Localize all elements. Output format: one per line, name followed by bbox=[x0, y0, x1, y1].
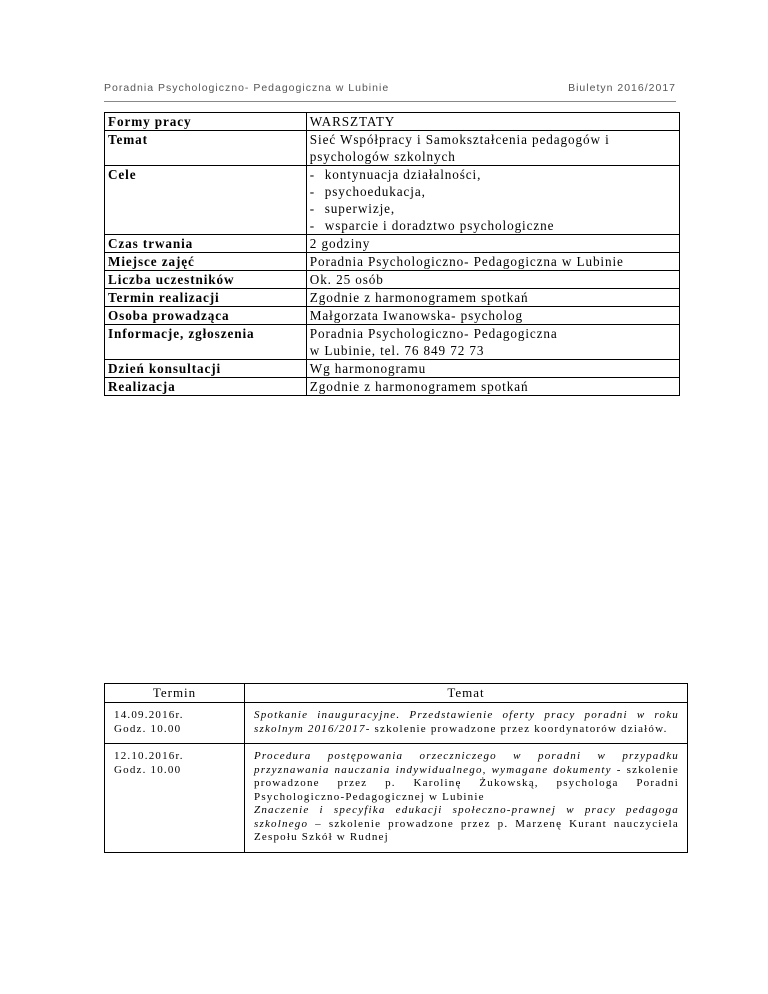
page-header bbox=[104, 82, 676, 98]
label-realizacja: Realizacja bbox=[105, 378, 307, 396]
topic-title: Spotkanie inauguracyjne. Przedstawienie oferty pracy poradni w roku szkolnym 2016/2017 bbox=[254, 709, 679, 735]
table-row bbox=[105, 307, 680, 325]
label-cele: Cele bbox=[105, 166, 307, 235]
table-row bbox=[105, 253, 680, 271]
header-institution: Poradnia Psychologiczno- Pedagogiczna w Lubinie bbox=[104, 82, 390, 94]
topic-description: – szkolenie prowadzone przez p. Marzenę Kurant nauczyciela Zespołu Szkół w Rudnej bbox=[254, 817, 679, 843]
cele-item-text: superwizje, bbox=[324, 201, 396, 216]
list-item: - wsparcie i doradztwo psychologiczne bbox=[309, 218, 555, 233]
cele-item-text: psychoedukacja, bbox=[324, 184, 426, 199]
table-row bbox=[105, 289, 680, 307]
topic-title: Procedura postępowania orzeczniczego w poradni w przypadku przyznawania nauczania indywidualnego, wymagane dokumenty bbox=[254, 750, 679, 776]
header-rule bbox=[104, 101, 676, 102]
value-dzien-konsultacji: Wg harmonogramu bbox=[306, 360, 679, 378]
table-row bbox=[105, 360, 680, 378]
cele-item-text: wsparcie i doradztwo psychologiczne bbox=[324, 218, 555, 233]
session-date-cell bbox=[105, 703, 245, 744]
table-row bbox=[105, 113, 680, 131]
topic-description: - szkolenie prowadzone przez koordynatorów działów. bbox=[365, 722, 668, 735]
label-miejsce-zajec: Miejsce zajęć bbox=[105, 253, 307, 271]
list-item: - psychoedukacja, bbox=[309, 184, 426, 199]
session-date-cell bbox=[105, 744, 245, 853]
label-informacje: Informacje, zgłoszenia bbox=[105, 325, 307, 360]
list-item: - superwizje, bbox=[309, 201, 396, 216]
cele-item-text: kontynuacja działalności, bbox=[324, 167, 482, 182]
label-termin-realizacji: Termin realizacji bbox=[105, 289, 307, 307]
workshop-info-table bbox=[104, 112, 680, 396]
value-czas-trwania: 2 godziny bbox=[306, 235, 679, 253]
list-item: - kontynuacja działalności, bbox=[309, 167, 482, 182]
value-realizacja: Zgodnie z harmonogramem spotkań bbox=[306, 378, 679, 396]
schedule-table bbox=[104, 683, 688, 853]
session-time: Godz. 10.00 bbox=[114, 722, 182, 735]
table-row bbox=[105, 131, 680, 166]
topic-part bbox=[254, 804, 679, 845]
table-row bbox=[105, 325, 680, 360]
session-date: 12.10.2016r. bbox=[114, 750, 184, 762]
value-temat: Sieć Współpracy i Samokształcenia pedagogów i psychologów szkolnych bbox=[306, 131, 679, 166]
session-topic bbox=[245, 744, 688, 853]
value-cele bbox=[306, 166, 679, 235]
table-row bbox=[105, 271, 680, 289]
table-row bbox=[105, 166, 680, 235]
table-row bbox=[105, 703, 688, 744]
column-header-temat: Temat bbox=[245, 684, 688, 703]
info-line: Poradnia Psychologiczno- Pedagogiczna bbox=[309, 326, 558, 341]
label-formy-pracy: Formy pracy bbox=[105, 113, 307, 131]
table-row bbox=[105, 235, 680, 253]
session-time: Godz. 10.00 bbox=[114, 763, 182, 776]
header-bulletin: Biuletyn 2016/2017 bbox=[568, 82, 676, 94]
label-temat: Temat bbox=[105, 131, 307, 166]
session-date: 14.09.2016r. bbox=[114, 709, 184, 721]
value-liczba-uczestnikow: Ok. 25 osób bbox=[306, 271, 679, 289]
session-topic bbox=[245, 703, 688, 744]
value-termin-realizacji: Zgodnie z harmonogramem spotkań bbox=[306, 289, 679, 307]
info-line: w Lubinie, tel. 76 849 72 73 bbox=[309, 343, 485, 358]
column-header-termin: Termin bbox=[105, 684, 245, 703]
label-czas-trwania: Czas trwania bbox=[105, 235, 307, 253]
value-informacje bbox=[306, 325, 679, 360]
value-formy-pracy: WARSZTATY bbox=[306, 113, 679, 131]
topic-title: Znaczenie i specyfika edukacji społeczno-prawnej w pracy pedagoga szkolnego bbox=[254, 804, 679, 830]
table-row bbox=[105, 744, 688, 853]
value-miejsce-zajec: Poradnia Psychologiczno- Pedagogiczna w Lubinie bbox=[306, 253, 679, 271]
value-osoba-prowadzaca: Małgorzata Iwanowska- psycholog bbox=[306, 307, 679, 325]
table-row bbox=[105, 378, 680, 396]
label-dzien-konsultacji: Dzień konsultacji bbox=[105, 360, 307, 378]
label-osoba-prowadzaca: Osoba prowadząca bbox=[105, 307, 307, 325]
topic-part bbox=[254, 750, 679, 804]
topic-description: - szkolenie prowadzone przez p. Karolinę Żukowską, psychologa Poradni Psychologiczno-Pedagogicznej w Lubinie bbox=[254, 763, 679, 803]
schedule-header-row bbox=[105, 684, 688, 703]
label-liczba-uczestnikow: Liczba uczestników bbox=[105, 271, 307, 289]
